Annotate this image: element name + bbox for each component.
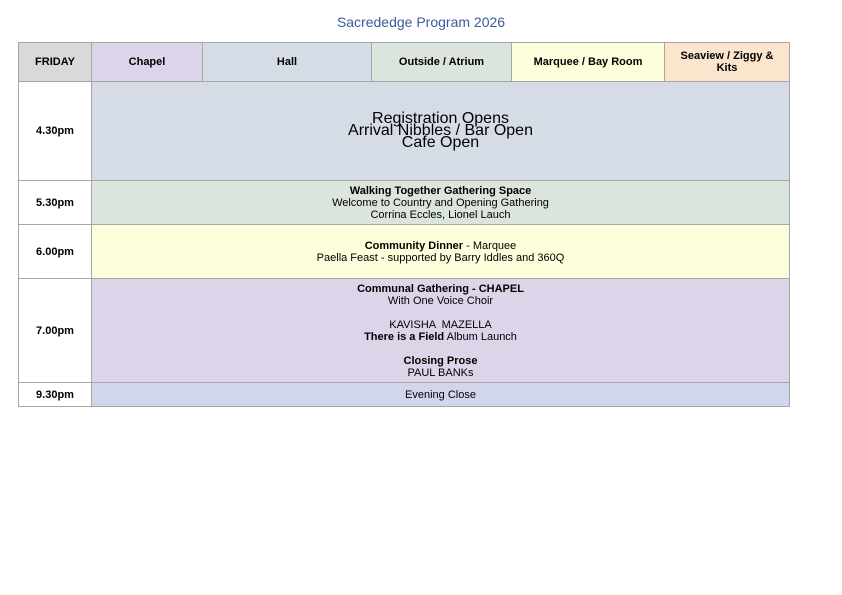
time-cell: 6.00pm	[19, 225, 92, 279]
event-line: Paella Feast - supported by Barry Iddles and 360Q	[316, 251, 565, 264]
event-registration	[92, 82, 790, 181]
event-line: PAUL BANKs	[407, 366, 474, 379]
event-title: Communal Gathering - CHAPEL	[357, 282, 524, 295]
schedule-row	[19, 383, 790, 407]
event-subtitle: Closing Prose	[403, 354, 478, 367]
event-line: Arrival Nibbles / Bar Open	[348, 122, 533, 139]
event-line: With One Voice Choir	[387, 294, 494, 307]
event-line: Cafe Open	[401, 134, 480, 151]
day-header: FRIDAY	[19, 43, 92, 82]
time-cell: 5.30pm	[19, 181, 92, 225]
venue-header-marquee-bay-room: Marquee / Bay Room	[512, 43, 665, 82]
venue-header-outside-atrium: Outside / Atrium	[372, 43, 512, 82]
event-line: Welcome to Country and Opening Gathering	[332, 196, 549, 209]
venue-header-hall: Hall	[203, 43, 372, 82]
page-title: Sacrededge Program 2026	[336, 14, 506, 30]
event-line: KAVISHA MAZELLA	[389, 318, 492, 331]
event-line: Corrina Eccles, Lionel Lauch	[370, 208, 511, 221]
time-cell: 7.00pm	[19, 279, 92, 383]
event-title-suffix: - Marquee	[463, 239, 517, 252]
schedule-row	[19, 225, 790, 279]
event-title: Community Dinner	[364, 239, 464, 252]
time-cell: 4.30pm	[19, 82, 92, 181]
schedule-row	[19, 181, 790, 225]
event-community-dinner	[92, 225, 790, 279]
album-suffix: Album Launch	[444, 330, 517, 343]
time-cell: 9.30pm	[19, 383, 92, 407]
event-communal-gathering	[92, 279, 790, 383]
event-evening-close: Evening Close	[92, 383, 790, 407]
album-title: There is a Field	[364, 330, 445, 343]
venue-header-seaview: Seaview / Ziggy & Kits	[665, 43, 790, 82]
event-walking-together	[92, 181, 790, 225]
schedule-row	[19, 82, 790, 181]
header-row	[19, 43, 790, 82]
program-table	[18, 42, 790, 407]
schedule-row	[19, 279, 790, 383]
event-line: Registration Opens	[372, 110, 509, 127]
event-title: Walking Together Gathering Space	[349, 184, 532, 197]
venue-header-chapel: Chapel	[92, 43, 203, 82]
